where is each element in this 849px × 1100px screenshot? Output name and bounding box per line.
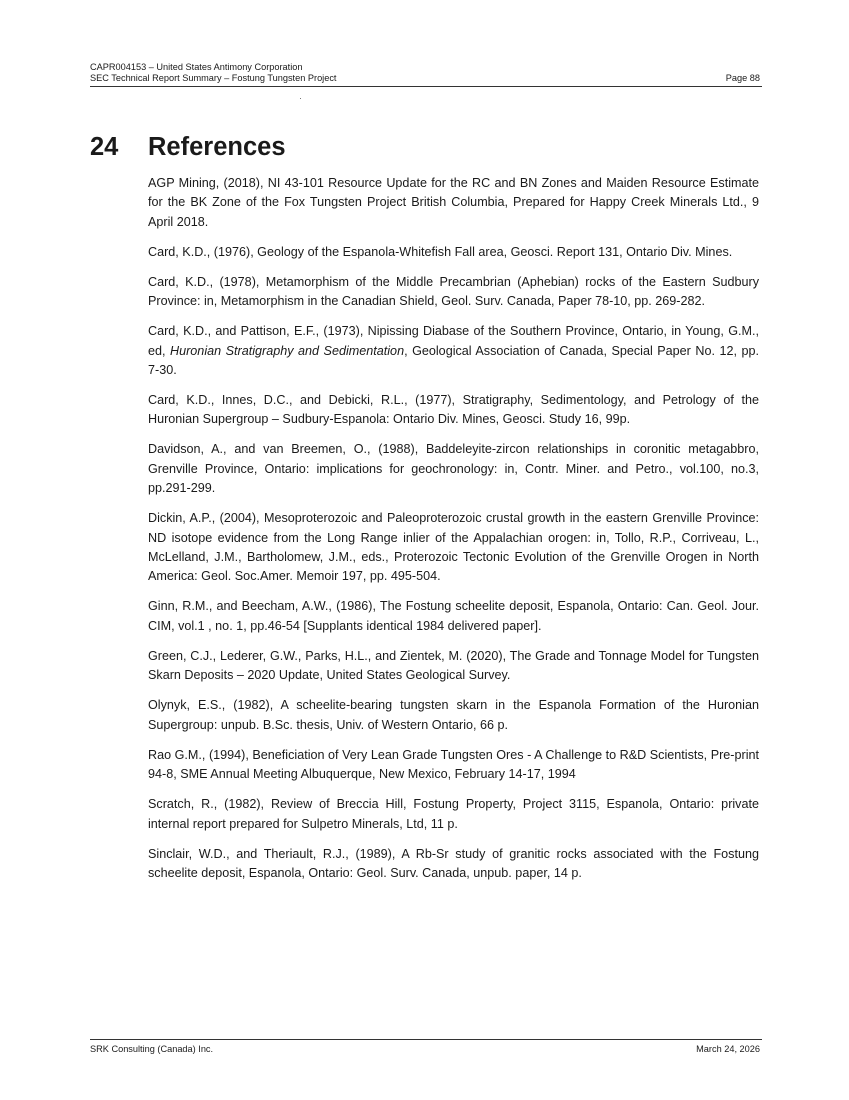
page-footer [90,1044,762,1055]
reference-item: Davidson, A., and van Breemen, O., (1988), Baddeleyite-zircon relationships in coronitic metagabbro, Grenville Province, Ontario: implications for geochronology: in, Contr. Miner. and Petro., vol.100, no.3, pp.291-299. [148,442,759,496]
reference-item [148,322,759,380]
reference-item: Scratch, R., (1982), Review of Breccia Hill, Fostung Property, Project 3115, Espanola, Ontario: private internal report prepared for Sulpetro Minerals, Ltd, 11 p. [148,797,759,831]
reference-item: Card, K.D., (1978), Metamorphism of the Middle Precambrian (Aphebian) rocks of the Eastern Sudbury Province: in, Metamorphism in the Canadian Shield, Geol. Surv. Canada, Paper 78-10, pp. 269-282. [148,274,759,309]
header-report-title-text: SEC Technical Report Summary – Fostung Tungsten Project [90,73,337,83]
section-title: References [148,133,286,161]
footer-date: March 24, 2026 [696,1044,760,1054]
reference-text: , Geological Association of Canada, Special Paper No. 12, pp. 7-30. [148,343,759,378]
reference-italic-title: Huronian Stratigraphy and Sedimentation [170,343,405,358]
reference-item: Ginn, R.M., and Beecham, A.W., (1986), The Fostung scheelite deposit, Espanola, Ontario: Can. Geol. Jour. CIM, vol.1 , no. 1, pp.46-54 [Supplants identical 1984 delivered paper]. [148,599,759,633]
page-header [90,62,762,84]
reference-item: Olynyk, E.S., (1982), A scheelite-bearing tungsten skarn in the Espanola Formation of the Huronian Supergroup: unpub. B.Sc. thesis, Univ. of Western Ontario, 66 p. [148,698,759,732]
reference-item: Card, K.D., (1976), Geology of the Espanola-Whitefish Fall area, Geosci. Report 131, Ontario Div. Mines. [148,244,733,259]
header-report-title [90,73,762,84]
footer-company: SRK Consulting (Canada) Inc. [90,1044,214,1054]
reference-item: AGP Mining, (2018), NI 43-101 Resource Update for the RC and BN Zones and Maiden Resource Estimate for the BK Zone of the Fox Tungsten Project British Columbia, Prepared for Happy Creek Minerals Ltd., 9 April 2018. [148,176,759,229]
stray-dot [300,98,301,99]
footer-divider [90,1039,762,1040]
reference-item: Green, C.J., Lederer, G.W., Parks, H.L., and Zientek, M. (2020), The Grade and Tonnage Model for Tungsten Skarn Deposits – 2020 Update, United States Geological Survey. [148,648,759,683]
reference-item: Sinclair, W.D., and Theriault, R.J., (1989), A Rb-Sr study of granitic rocks associated with the Fostung scheelite deposit, Espanola, Ontario: Geol. Surv. Canada, unpub. paper, 14 p. [148,846,759,880]
reference-text: Card, K.D., and Pattison, E.F., (1973), Nipissing Diabase of the Southern Province, Ontario, in Young, G.M., ed, [148,324,759,358]
reference-item: Rao G.M., (1994), Beneficiation of Very Lean Grade Tungsten Ores - A Challenge to R&D Scientists, Pre-print 94-8, SME Annual Meeting Albuquerque, New Mexico, February 14-17, 1994 [148,747,759,782]
reference-list [148,174,759,894]
header-divider [90,86,762,87]
reference-item: Card, K.D., Innes, D.C., and Debicki, R.L., (1977), Stratigraphy, Sedimentology, and Petrology of the Huronian Supergroup – Sudbury-Espanola: Ontario Div. Mines, Geosci. Study 16, 99p. [148,393,759,427]
page-number: Page 88 [725,73,760,83]
section-number: 24 [90,133,119,161]
reference-item: Dickin, A.P., (2004), Mesoproterozoic and Paleoproterozoic crustal growth in the eastern Grenville Province: ND isotope evidence from the Long Range inlier of the Appalachian orogen: in, Tollo, R.P., Corriveau, L., McLelland, J.M., Bartholomew, J.M., eds., Proterozoic Tectonic Evolution of the Grenville Orogen in North America: Geol. Soc.Amer. Memoir 197, pp. 495-504. [148,511,759,584]
header-document-id: CAPR004153 – United States Antimony Corporation [90,62,303,72]
